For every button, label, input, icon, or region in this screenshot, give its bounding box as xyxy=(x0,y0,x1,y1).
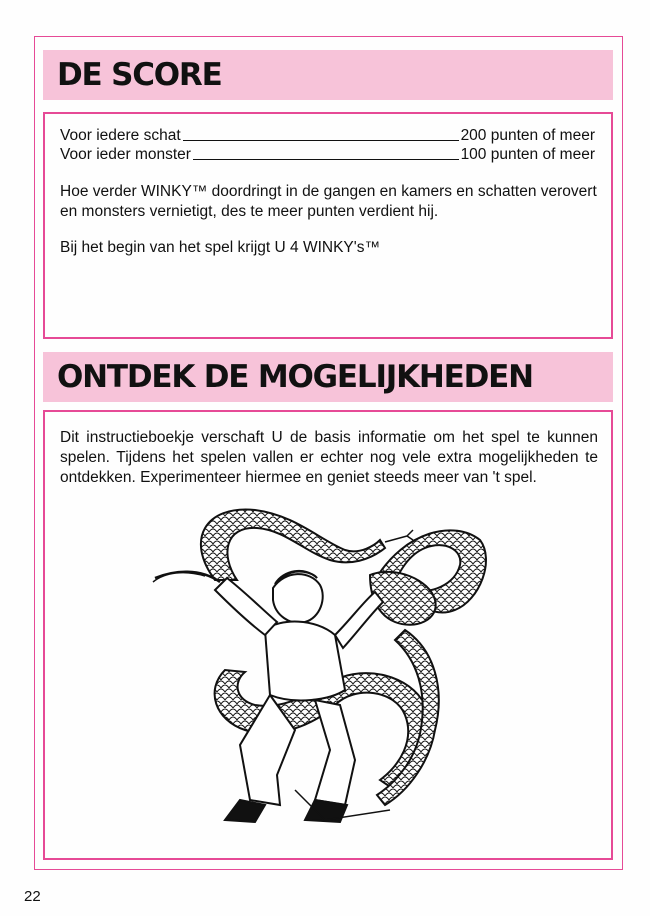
leader-line xyxy=(183,140,459,141)
score-row-value: 100 punten of meer xyxy=(460,146,595,163)
score-paragraph-2: Bij het begin van het spel krijgt U 4 WINKY's™ xyxy=(60,239,380,256)
score-row-label: Voor ieder monster xyxy=(60,146,191,163)
discover-paragraph: Dit instructieboekje verschaft U de basis informatie om het spel te kunnen spelen. Tijdens het spelen vallen er echter nog vele extra mogelijkheden te ontdekken. Experimenteer hiermee en geniet steeds meer van 't spel. xyxy=(60,429,598,486)
discover-header-band xyxy=(43,352,613,402)
score-row-treasure xyxy=(60,126,595,145)
leader-line xyxy=(193,159,459,160)
score-row-label: Voor iedere schat xyxy=(60,127,181,144)
score-paragraph-1: Hoe verder WINKY™ doordringt in de gangen en kamers en schatten verovert en monsters vernietigt, des te meer punten verdient hij. xyxy=(60,183,597,220)
score-title: DE SCORE xyxy=(57,57,222,93)
warrior-serpent-illustration xyxy=(145,500,495,830)
score-header-band xyxy=(43,50,613,100)
score-table xyxy=(60,126,595,164)
score-row-monster xyxy=(60,145,595,164)
discover-title: ONTDEK DE MOGELIJKHEDEN xyxy=(57,359,533,395)
page-number: 22 xyxy=(24,888,41,905)
score-box xyxy=(43,112,613,339)
score-row-value: 200 punten of meer xyxy=(460,127,595,144)
